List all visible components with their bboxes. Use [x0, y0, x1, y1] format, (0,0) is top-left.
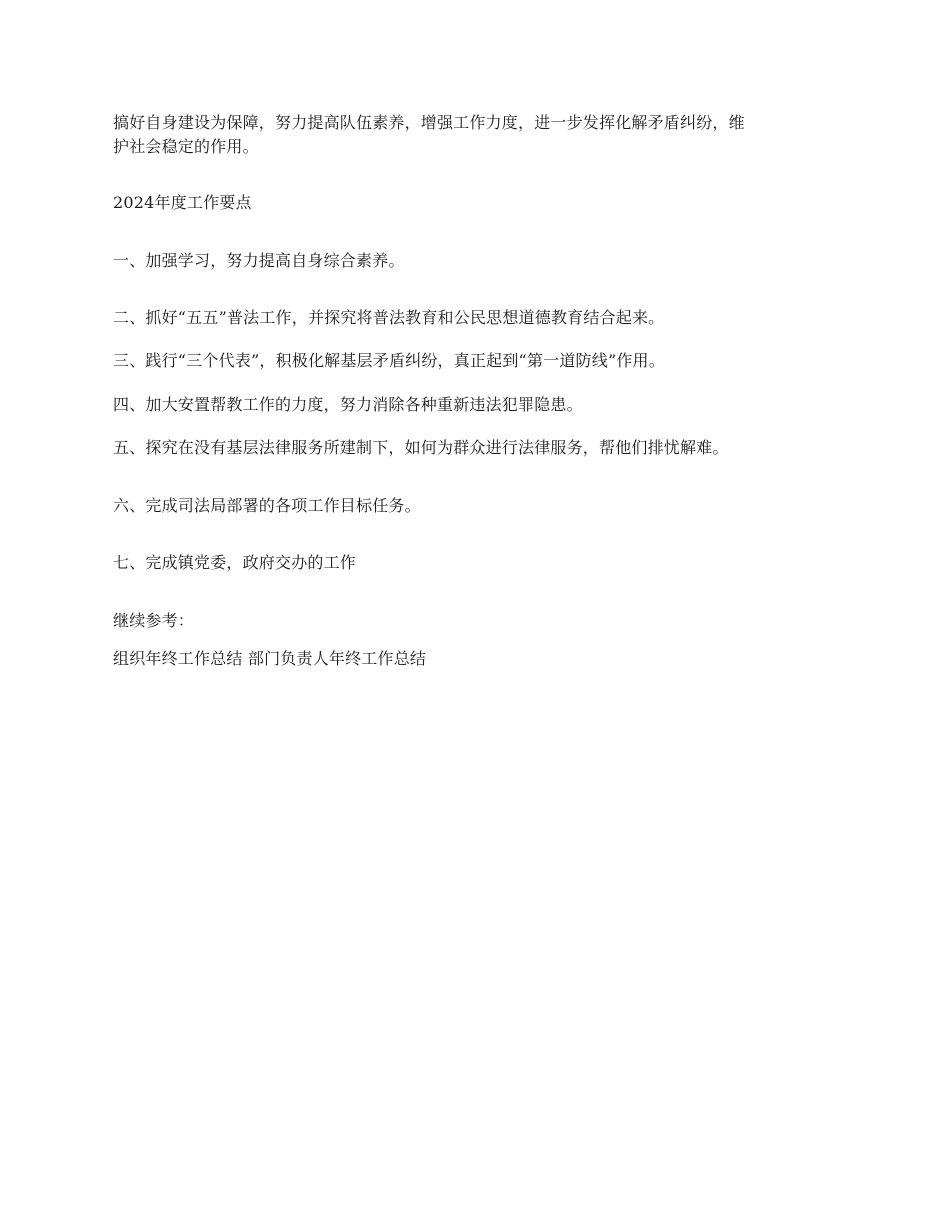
- work-item-6: 六、完成司法局部署的各项工作目标任务。: [113, 496, 421, 515]
- intro-paragraph-line-1: 搞好自身建设为保障，努力提高队伍素养，增强工作力度，进一步发挥化解矛盾纠纷，维: [113, 113, 745, 132]
- work-item-4: 四、加大安置帮教工作的力度，努力消除各种重新违法犯罪隐患。: [113, 395, 583, 414]
- work-item-3: 三、践行“三个代表”，积极化解基层矛盾纠纷，真正起到“第一道防线”作用。: [113, 351, 665, 370]
- work-item-7: 七、完成镇党委，政府交办的工作: [113, 553, 357, 572]
- reference-link-department-head-summary[interactable]: 部门负责人年终工作总结: [247, 649, 427, 668]
- section-heading: 2024年度工作要点: [113, 193, 252, 212]
- intro-paragraph-line-2: 护社会稳定的作用。: [113, 137, 259, 156]
- work-item-2: 二、抓好“五五”普法工作，并探究将普法教育和公民思想道德教育结合起来。: [113, 308, 665, 327]
- work-item-5: 五、探究在没有基层法律服务所建制下，如何为群众进行法律服务，帮他们排忧解难。: [113, 438, 729, 457]
- work-item-1: 一、加强学习，努力提高自身综合素养。: [113, 251, 405, 270]
- reference-links: [113, 648, 426, 670]
- reference-link-organization-summary[interactable]: 组织年终工作总结: [113, 649, 243, 668]
- reference-label: 继续参考：: [113, 611, 195, 630]
